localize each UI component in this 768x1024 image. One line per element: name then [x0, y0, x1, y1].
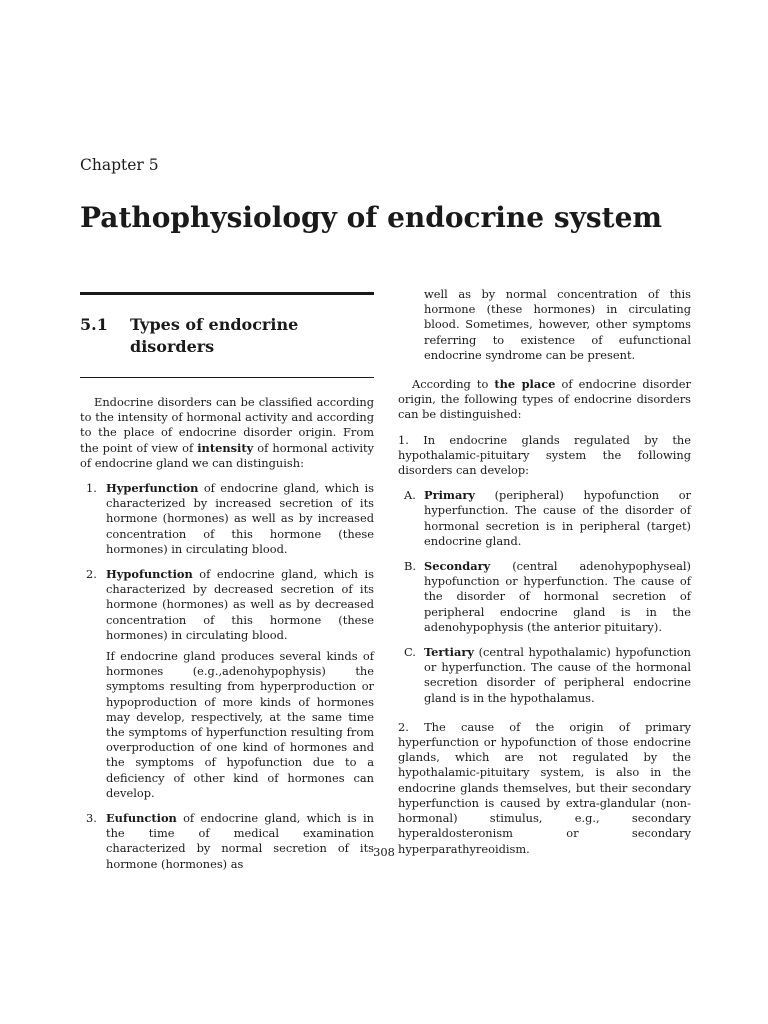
- list-item: C. Tertiary (central hypothalamic) hypofunction or hyperfunction. The cause of the hormonal secretion disorder of peripheral endocrine gland is in the hypothalamus.: [404, 645, 691, 705]
- continuation-paragraph: well as by normal concentration of this hormone (these hormones) in circulating blood. Sometimes, however, other symptoms referring to existence of eufunctional endocrine syndrome can be present.: [424, 287, 691, 362]
- section-title: Types of endocrine disorders: [130, 315, 299, 356]
- place-paragraph: According to the place of endocrine disorder origin, the following types of endocrine disorders can be distinguished:: [398, 377, 691, 422]
- section-heading: [80, 314, 374, 358]
- point-1-paragraph: 1. In endocrine glands regulated by the hypothalamic-pituitary system the following disorders can develop:: [398, 432, 691, 478]
- right-column: [398, 287, 691, 857]
- left-column: [80, 292, 374, 872]
- place-sublist: [398, 488, 691, 706]
- page-number: 308: [373, 845, 395, 859]
- list-item-extra-paragraph: If endocrine gland produces several kinds of hormones (e.g.,adenohypophysis) the symptoms resulting from hyperproduction or hypoproduction of more kinds of hormones may develop, respectively, at the same time the symptoms of hyperfunction resulting from overproduction of one kind of hormones and the symptoms of hypofunction due to a deficiency of other kind of hormones can develop.: [106, 649, 374, 800]
- chapter-title: Pathophysiology of endocrine system: [80, 201, 663, 234]
- list-item: 2. Hypofunction of endocrine gland, which is characterized by decreased secretion of its hormone (hormones) as well as by decreased concentration of this hormone (these hormones) in circulating blood. If endocrine gland produces several kinds of hormones (e.g.,adenohypophysis) the symptoms resulting from hyperproduction or hypoproduction of more kinds of hormones may develop, respectively, at the same time the symptoms of hyperfunction resulting from overproduction of one kind of hormones and the symptoms of hypofunction due to a deficiency of other kind of hormones can develop.: [86, 567, 374, 800]
- list-item: 1. Hyperfunction of endocrine gland, which is characterized by increased secretion of its hormone (hormones) as well as by increased concentration of this hormone (these hormones) in circulating blood.: [86, 481, 374, 556]
- section-number: 5.1: [80, 315, 108, 334]
- section-rule-bottom: [80, 377, 374, 378]
- point-2-paragraph: 2. The cause of the origin of primary hyperfunction or hypofunction of those endocrine glands, which are not regulated by the hypothalamic-pituitary system, is also in the endocrine glands themselves, but their secondary hyperfunction is caused by extra-glandular (non-hormonal) stimulus, e.g., secondary hyperaldosteronism or secondary hyperparathyreoidism.: [398, 719, 691, 856]
- section-rule-top: [80, 292, 374, 295]
- intensity-list: [80, 481, 374, 872]
- intro-paragraph: Endocrine disorders can be classified according to the intensity of hormonal activity and according to the place of endocrine disorder origin. From the point of view of intensity of hormonal activity of endocrine gland we can distinguish:: [80, 395, 374, 470]
- list-item: B. Secondary (central adenohypophyseal) hypofunction or hyperfunction. The cause of the disorder of hormonal secretion of peripheral endocrine gland is in the adenohypophysis (the anterior pituitary).: [404, 559, 691, 634]
- list-item: A. Primary (peripheral) hypofunction or hyperfunction. The cause of the disorder of hormonal secretion is in peripheral (target) endocrine gland.: [404, 488, 691, 548]
- chapter-label: Chapter 5: [80, 156, 159, 174]
- list-item: 3. Eufunction of endocrine gland, which is in the time of medical examination characterized by normal secretion of its hormone (hormones) as: [86, 811, 374, 871]
